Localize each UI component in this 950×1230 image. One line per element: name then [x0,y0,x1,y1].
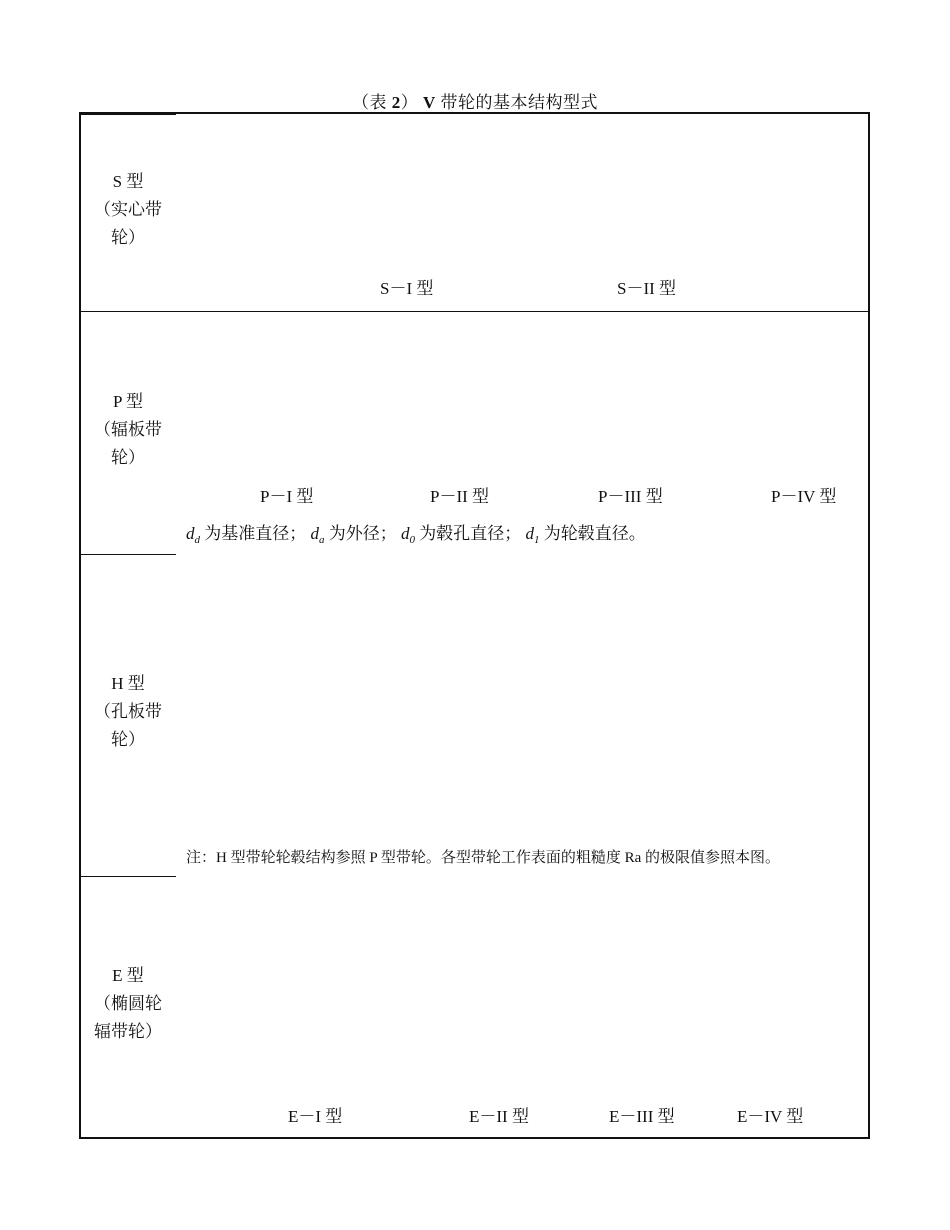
caption-e-4: E－IV 型 [737,1107,804,1126]
cell-edge-top [79,113,176,115]
table-frame [79,112,870,1139]
caption-p-2: P－II 型 [430,487,490,506]
row-divider [79,311,870,312]
caption-s-2: S－II 型 [617,279,677,298]
row-divider [79,554,176,555]
caption-p-1: P－I 型 [260,487,314,506]
row-label-e: E 型 （椭圆轮 辐带轮） [94,966,162,1041]
table-title: （表 2） V 带轮的基本结构型式 [351,93,599,112]
symbol-legend: $d_d$ 为基准直径； $d_a$ 为外径； $d_0$ 为毂孔直径； $d_1$ 为轮毂直径。 [186,524,646,546]
caption-e-3: E－III 型 [609,1107,675,1126]
caption-p-3: P－III 型 [598,487,663,506]
footnote: 注：H 型带轮轮毂结构参照 P 型带轮。各型带轮工作表面的粗糙度 Ra 的极限值参照本图。 [186,850,781,866]
caption-p-4: P－IV 型 [771,487,837,506]
row-divider [79,876,176,877]
caption-e-1: E－I 型 [288,1107,343,1126]
caption-e-2: E－II 型 [469,1107,529,1126]
row-label-p: P 型 （辐板带 轮） [94,392,162,467]
row-label-s: S 型 （实心带 轮） [94,172,162,247]
row-label-h: H 型 （孔板带 轮） [94,674,162,749]
cell-edge-bottom [79,1137,176,1139]
caption-s-1: S－I 型 [380,279,434,298]
